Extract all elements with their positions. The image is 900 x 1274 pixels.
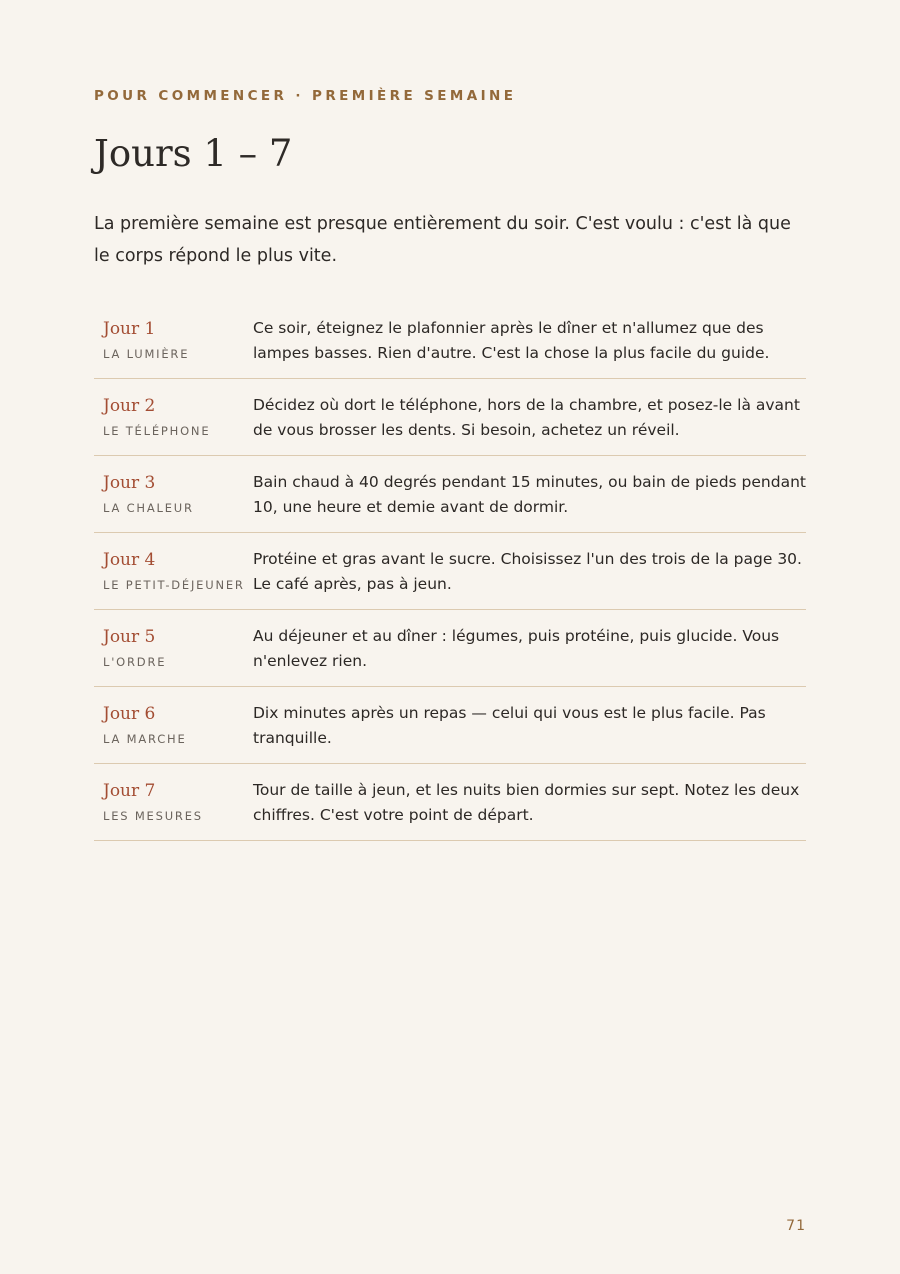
day-label: Jour 2: [103, 396, 156, 416]
document-page: [94, 0, 806, 1274]
day-row-7: [94, 764, 806, 841]
day-instruction: Bain chaud à 40 degrés pendant 15 minutes, ou bain de pieds pendant 10, une heure et demie avant de dormir.: [253, 473, 806, 516]
day-label: Jour 5: [103, 627, 156, 647]
day-row-2: [94, 379, 806, 456]
day-label: Jour 3: [103, 473, 156, 493]
page-number: 71: [786, 1218, 806, 1234]
day-instruction: Dix minutes après un repas — celui qui vous est le plus facile. Pas tranquille.: [253, 704, 766, 747]
day-theme: LA CHALEUR: [103, 501, 194, 515]
section-kicker: POUR COMMENCER · PREMIÈRE SEMAINE: [94, 88, 517, 104]
page-title: Jours 1 – 7: [94, 132, 293, 175]
day-instruction: Décidez où dort le téléphone, hors de la chambre, et posez-le là avant de vous brosser les dents. Si besoin, achetez un réveil.: [253, 396, 800, 439]
day-instruction: Tour de taille à jeun, et les nuits bien dormies sur sept. Notez les deux chiffres. C'est votre point de départ.: [253, 781, 800, 824]
day-theme: LE PETIT-DÉJEUNER: [103, 578, 245, 592]
day-instruction: Au déjeuner et au dîner : légumes, puis protéine, puis glucide. Vous n'enlevez rien.: [253, 627, 780, 670]
day-theme: LE TÉLÉPHONE: [103, 424, 211, 438]
day-theme: LES MESURES: [103, 809, 203, 823]
day-label: Jour 6: [103, 704, 156, 724]
day-row-4: [94, 533, 806, 610]
day-theme: L'ORDRE: [103, 655, 167, 669]
day-label: Jour 7: [103, 781, 156, 801]
day-theme: LA LUMIÈRE: [103, 347, 190, 361]
day-row-3: [94, 456, 806, 533]
intro-paragraph: La première semaine est presque entièrement du soir. C'est voulu : c'est là que le corps répond le plus vite.: [94, 214, 791, 266]
day-row-1: [94, 302, 806, 379]
day-theme: LA MARCHE: [103, 732, 187, 746]
day-label: Jour 4: [103, 550, 156, 570]
day-label: Jour 1: [103, 319, 156, 339]
day-row-6: [94, 687, 806, 764]
day-instruction: Protéine et gras avant le sucre. Choisissez l'un des trois de la page 30. Le café après, pas à jeun.: [253, 550, 802, 593]
day-instruction: Ce soir, éteignez le plafonnier après le dîner et n'allumez que des lampes basses. Rien d'autre. C'est la chose la plus facile du guide.: [253, 319, 770, 362]
day-row-5: [94, 610, 806, 687]
days-list: [94, 302, 806, 841]
